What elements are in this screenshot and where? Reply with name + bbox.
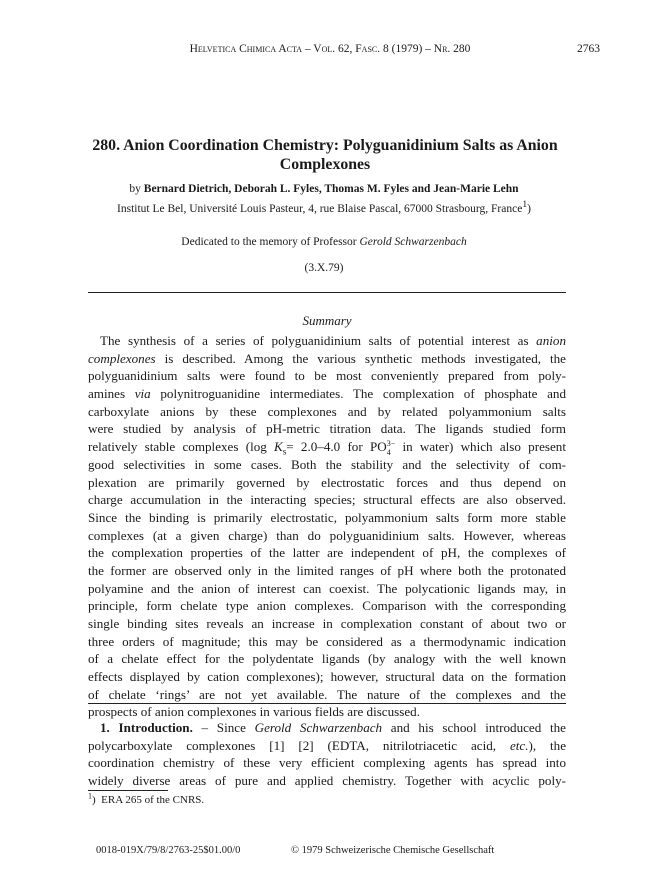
- summary-line: polyamine and the anion of interest can coexist. The polycationic ligands may, in: [88, 580, 566, 596]
- footnote-rule: [88, 790, 168, 791]
- page-number: 2763: [577, 43, 600, 55]
- article-title: [90, 136, 560, 174]
- affiliation: Institut Le Bel, Université Louis Pasteur, 4, rue Blaise Pascal, 67000 Strasbourg, France$^1$): [117, 199, 531, 215]
- summary-bottom-rule: [88, 703, 566, 704]
- summary-line: good selectivities in some cases. Both the stability and the selectivity of com-: [88, 456, 566, 472]
- author-names: Bernard Dietrich, Deborah L. Fyles, Thomas M. Fyles and Jean-Marie Lehn: [143, 183, 519, 195]
- title-line-2: Complexones: [279, 156, 371, 173]
- summary-line: were studied by analysis of pH-metric titration data. The ligands studied form: [88, 421, 566, 437]
- summary-line: The synthesis of a series of polyguanidinium salts of potential interest as anion: [100, 333, 566, 348]
- intro-line: polycarboxylate complexones [1] [2] (EDTA, nitrilotriacetic acid, etc.), the: [88, 737, 567, 753]
- footnote-mark: 1: [88, 791, 92, 801]
- journal-citation: Helvetica Chimica Acta – Vol. 62, Fasc. 8 (1979) – Nr. 280: [189, 43, 471, 55]
- summary-line: principle, form chelate type anion complexes. Comparison with the corresponding: [88, 598, 566, 614]
- copyright-notice: © 1979 Schweizerische Chemische Gesellschaft: [291, 845, 495, 856]
- dedication: [30, 236, 618, 248]
- footnote-text: ERA 265 of the CNRS.: [101, 794, 205, 806]
- dedication-text: Dedicated to the memory of Professor: [181, 236, 357, 248]
- intro-line: widely diverse areas of pure and applied chemistry. Together with acyclic poly-: [88, 773, 566, 789]
- affiliation-footnote-mark: 1: [522, 199, 528, 211]
- summary-line: complexones is described. Among the various synthetic methods investigated, the: [88, 350, 566, 366]
- received-date: (3.X.79): [304, 262, 344, 274]
- summary-line: charge accumulation in the interacting species; structural effects are also observed.: [88, 492, 566, 508]
- summary-line: effects displayed by cation complexones); however, structural data on the formation: [88, 669, 566, 685]
- summary-heading: Summary: [302, 313, 352, 328]
- introduction-body: [88, 719, 566, 790]
- dedication-name: Gerold Schwarzenbach: [359, 236, 467, 248]
- summary-line: of chelate ‘rings’ are not yet available. The nature of the complexes and the: [88, 686, 566, 702]
- summary-line: single binding sites reveals an increase in complexation constant of about two or: [88, 616, 566, 631]
- article-code: 0018-019X/79/8/2763-25$01.00/0: [96, 845, 241, 856]
- author-prefix: by: [129, 183, 141, 195]
- summary-line: polyguanidinium salts were found to be most conveniently prepared from poly-: [88, 368, 566, 384]
- introduction-heading: 1. Introduction.: [100, 720, 193, 735]
- summary-body: [88, 332, 566, 721]
- summary-line: Since the binding is primarily electrostatic, polyammonium salts form more stable: [88, 509, 566, 525]
- intro-line: coordination chemistry of these very efficient complexing agents has spread into: [88, 755, 566, 771]
- affiliation-text: Institut Le Bel, Université Louis Pasteur, 4, rue Blaise Pascal, 67000 Strasbourg, France: [117, 203, 523, 215]
- summary-line: the former are observed only in the limited ranges of pH where both the protonated: [88, 562, 566, 578]
- summary-top-rule: [88, 292, 566, 293]
- summary-line: amines via polynitroguanidine intermediates. The complexation of phosphate and: [88, 386, 566, 402]
- summary-line: the complexation properties of the latter are independent of pH, the complexes of: [88, 545, 566, 561]
- summary-line: prospects of anion complexones in various fields are discussed.: [88, 704, 420, 720]
- intro-line: 1. Introduction. – Since Gerold Schwarzenbach and his school introduced the: [100, 720, 566, 735]
- author-line: [40, 183, 608, 195]
- summary-line: carboxylate anions by these complexones and by related polyammonium salts: [88, 403, 566, 419]
- summary-line: complexes (at a given charge) than do polyguanidinium salts. However, whereas: [88, 527, 566, 543]
- summary-line: relatively stable complexes (log $K_s= 2.0-4.0$ for PO 3− 4 in water) which also present: [88, 439, 566, 458]
- summary-line: plexation are primarily governed by electrostatic forces and thus depend on: [88, 474, 566, 490]
- summary-line: three orders of magnitude; this may be considered as a thermodynamic indication: [88, 633, 566, 649]
- title-line-1: 280. Anion Coordination Chemistry: Polyguanidinium Salts as Anion: [92, 137, 558, 154]
- footnote: $^1$) ERA 265 of the CNRS.: [88, 791, 205, 806]
- summary-line: of a chelate effect for the polydentate ligands (by analogy with the well known: [88, 651, 566, 667]
